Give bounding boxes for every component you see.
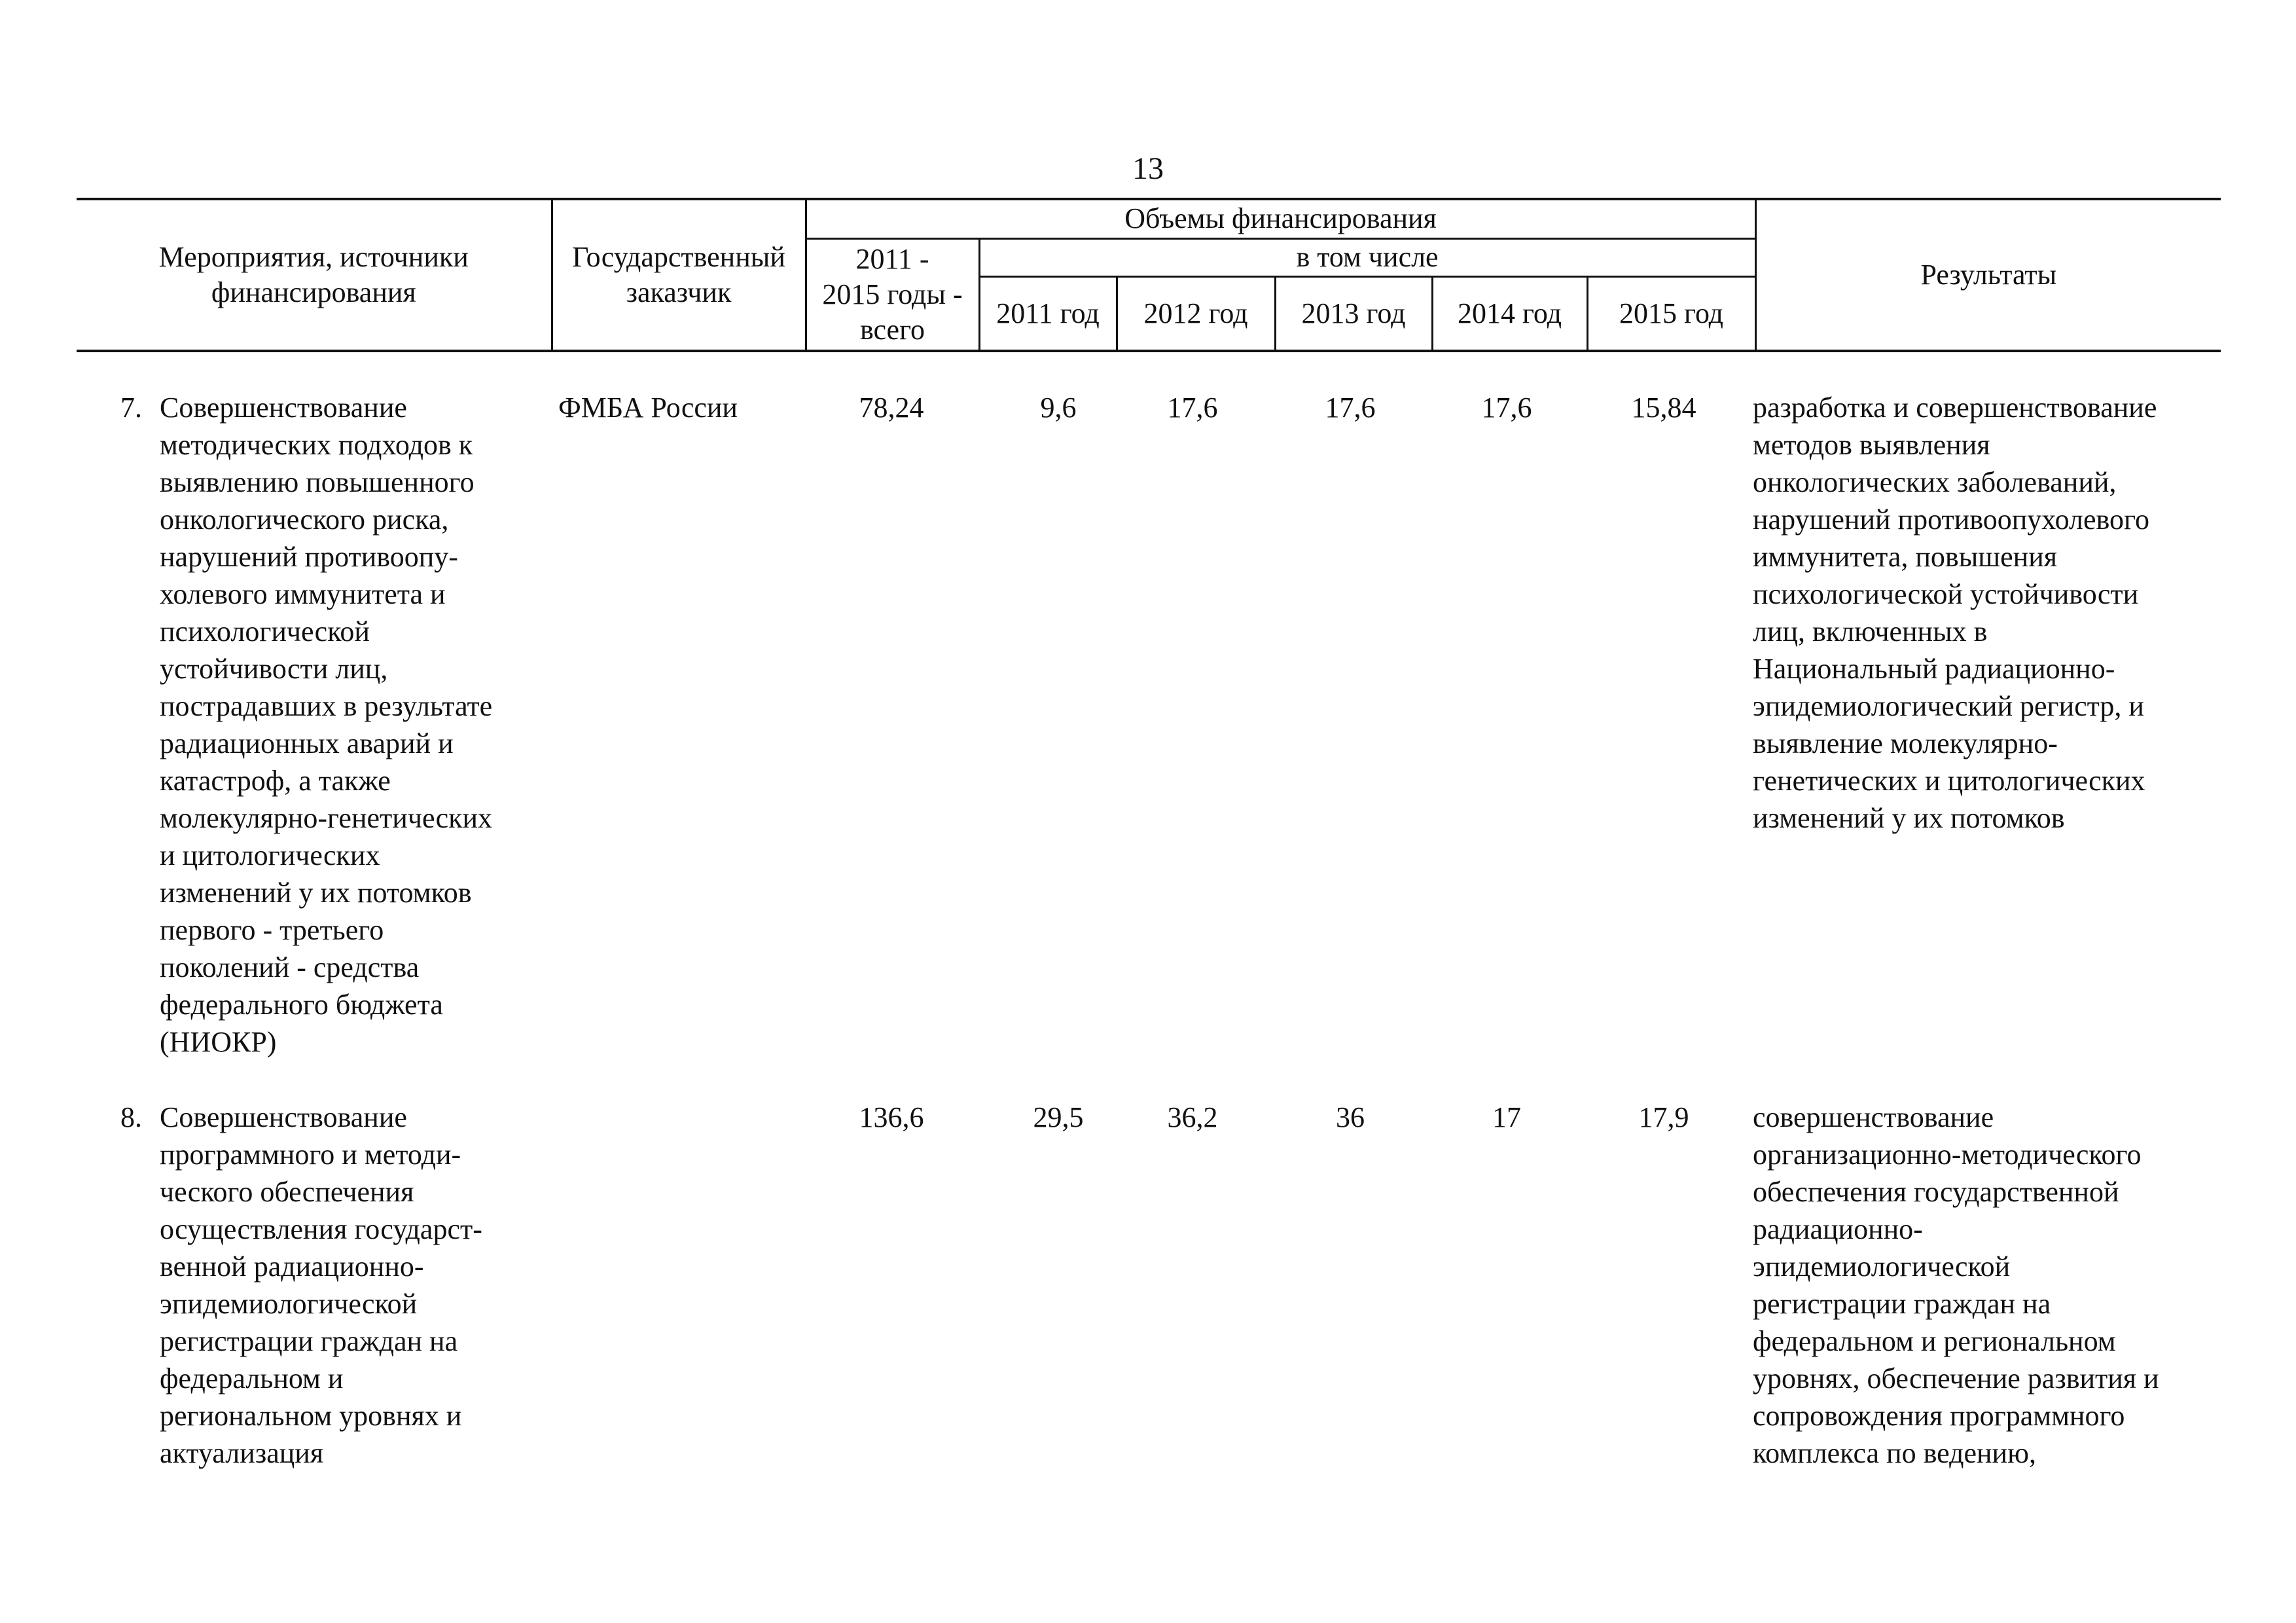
text-line: регистрации граждан на: [1753, 1288, 2051, 1320]
header-total-line: всего: [859, 313, 925, 346]
header-year-2014: 2014 год: [1432, 276, 1587, 351]
text-line: программного и методи-: [160, 1139, 461, 1171]
text-line: психологической: [160, 615, 370, 647]
value-2012: 17,6: [1167, 392, 1218, 424]
measure-text: [160, 389, 631, 1061]
text-line: Национальный радиационно-: [1753, 653, 2115, 685]
text-line: региональном уровнях и: [160, 1400, 462, 1432]
text-line: изменений у их потомков: [160, 877, 472, 909]
value-2013: 17,6: [1325, 392, 1376, 424]
text-line: Совершенствование: [160, 392, 407, 424]
header-year-2013: 2013 год: [1275, 276, 1432, 351]
text-line: молекулярно-генетических: [160, 802, 493, 834]
text-line: нарушений противоопу-: [160, 541, 458, 573]
text-line: ческого обеспечения: [160, 1176, 414, 1208]
text-line: эпидемиологической: [160, 1288, 418, 1320]
text-line: эпидемиологический регистр, и: [1753, 690, 2144, 722]
header-including: в том числе: [979, 238, 1755, 276]
text-line: осуществления государст-: [160, 1213, 482, 1245]
text-line: поколений - средства: [160, 951, 420, 983]
text-line: методов выявления: [1753, 429, 1990, 461]
text-line: (НИОКР): [160, 1026, 277, 1058]
text-line: обеспечения государственной: [1753, 1176, 2119, 1208]
text-line: онкологических заболеваний,: [1753, 466, 2117, 498]
text-line: федерального бюджета: [160, 989, 443, 1021]
text-line: онкологического риска,: [160, 503, 449, 536]
value-2014: 17: [1492, 1101, 1521, 1133]
text-line: федеральном и региональном: [1753, 1325, 2116, 1357]
text-line: регистрации граждан на: [160, 1325, 458, 1357]
text-line: актуализация: [160, 1437, 324, 1469]
text-line: лиц, включенных в: [1753, 615, 1988, 647]
text-line: выявление молекулярно-: [1753, 727, 2058, 759]
header-customer: Государственный заказчик: [552, 199, 806, 351]
header-total-line: 2015 годы -: [822, 278, 963, 310]
text-line: организационно-методического: [1753, 1139, 2142, 1171]
value-2012: 36,2: [1167, 1101, 1218, 1133]
text-line: иммунитета, повышения: [1753, 541, 2058, 573]
text-line: катастроф, а также: [160, 765, 391, 797]
customer-cell: ФМБА России: [558, 392, 738, 424]
text-line: устойчивости лиц,: [160, 653, 388, 685]
value-total: 136,6: [859, 1101, 924, 1133]
text-line: совершенствование: [1753, 1101, 1994, 1133]
header-year-2011: 2011 год: [979, 276, 1117, 351]
header-year-2015: 2015 год: [1587, 276, 1755, 351]
text-line: нарушений противоопухолевого: [1753, 503, 2149, 536]
text-line: Совершенствование: [160, 1101, 407, 1133]
text-line: радиационных аварий и: [160, 727, 454, 759]
text-line: холевого иммунитета и: [160, 578, 446, 610]
text-line: изменений у их потомков: [1753, 802, 2065, 834]
text-line: сопровождения программного: [1753, 1400, 2125, 1432]
row-number: 8.: [120, 1101, 142, 1133]
value-2011: 29,5: [1033, 1101, 1084, 1133]
header-funding-volumes: Объемы финансирования: [806, 199, 1755, 238]
text-line: комплекса по ведению,: [1753, 1437, 2036, 1469]
header-total: [806, 238, 979, 351]
text-line: федеральном и: [160, 1362, 344, 1395]
measure-text: [160, 1099, 631, 1472]
header-results: Результаты: [1755, 199, 2221, 351]
text-line: генетических и цитологических: [1753, 765, 2145, 797]
value-2015: 17,9: [1638, 1101, 1689, 1133]
text-line: уровнях, обеспечение развития и: [1753, 1362, 2159, 1395]
text-line: психологической устойчивости: [1753, 578, 2139, 610]
text-line: пострадавших в результате: [160, 690, 493, 722]
value-2013: 36: [1336, 1101, 1365, 1133]
header-total-line: 2011 -: [855, 242, 929, 275]
value-total: 78,24: [859, 392, 924, 424]
text-line: и цитологических: [160, 839, 380, 871]
text-line: венной радиационно-: [160, 1250, 424, 1283]
result-text: [1753, 389, 2224, 837]
table-header: [77, 198, 2221, 352]
page-number: 13: [1132, 151, 1164, 186]
header-measures: Мероприятия, источники финансирования: [77, 199, 552, 351]
text-line: эпидемиологической: [1753, 1250, 2011, 1283]
row-number: 7.: [120, 392, 142, 424]
text-line: выявлению повышенного: [160, 466, 475, 498]
text-line: первого - третьего: [160, 914, 384, 946]
value-2015: 15,84: [1631, 392, 1696, 424]
header-year-2012: 2012 год: [1117, 276, 1275, 351]
result-text: [1753, 1099, 2224, 1472]
value-2011: 9,6: [1040, 392, 1077, 424]
text-line: радиационно-: [1753, 1213, 1923, 1245]
text-line: методических подходов к: [160, 429, 473, 461]
value-2014: 17,6: [1481, 392, 1532, 424]
text-line: разработка и совершенствование: [1753, 392, 2157, 424]
